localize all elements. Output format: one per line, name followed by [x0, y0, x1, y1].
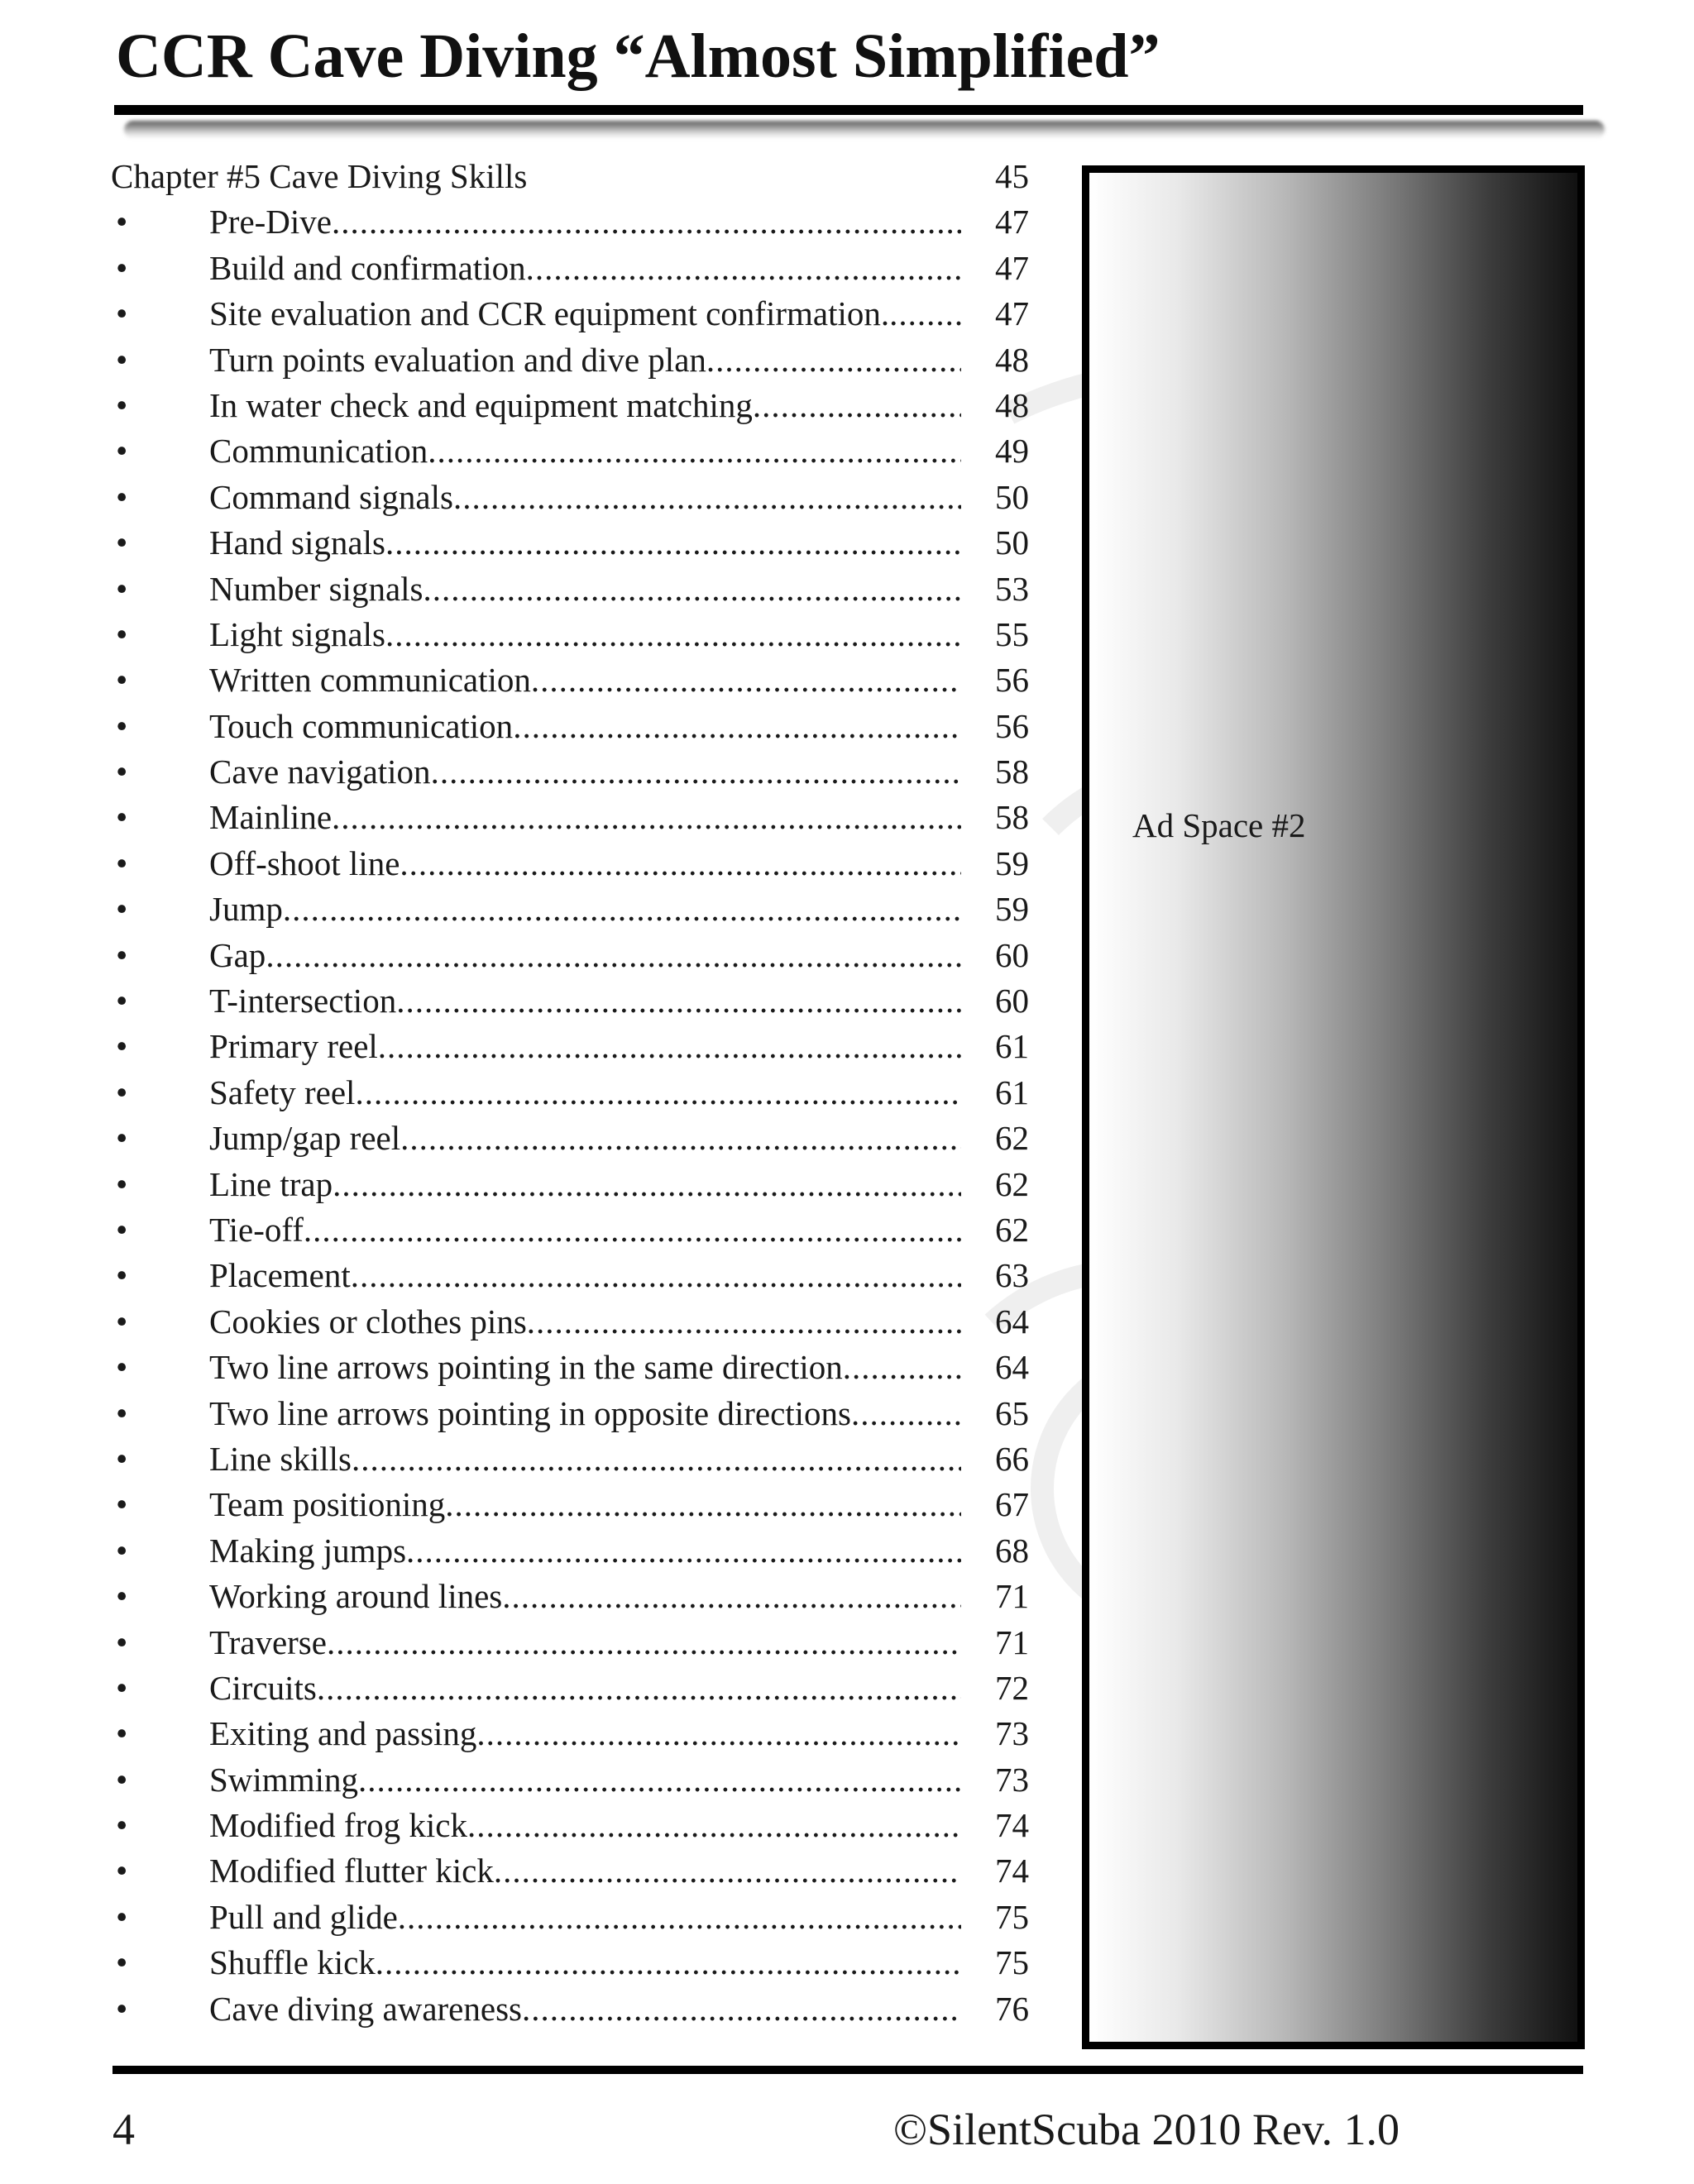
toc-entry-title: Two line arrows pointing in the same direction [209, 1348, 843, 1387]
toc-entry-page-number: 76 [995, 1989, 1029, 2028]
dot-leader [706, 337, 961, 383]
dot-leader [332, 795, 961, 840]
footer-page-number: 4 [112, 2105, 135, 2154]
toc-entry-row[interactable] [111, 1345, 1029, 1390]
toc-entry-row[interactable] [111, 1391, 1029, 1436]
dot-leader [502, 1574, 961, 1619]
toc-entry-row[interactable] [111, 704, 1029, 749]
dot-leader [385, 520, 961, 566]
toc-entry-title: Written communication [209, 661, 531, 700]
toc-entry-page-number: 60 [995, 982, 1029, 1020]
toc-entry-row[interactable] [111, 566, 1029, 612]
dot-leader [400, 841, 961, 887]
bullet-icon: • [116, 1897, 128, 1936]
toc-entry-page-number: 71 [995, 1577, 1029, 1616]
chapter-page-number: 45 [995, 157, 1029, 195]
toc-entry-title: Team positioning [209, 1485, 446, 1524]
toc-entry-title: Cave navigation [209, 753, 431, 791]
toc-entry-row[interactable] [111, 246, 1029, 291]
bullet-icon: • [116, 1485, 128, 1524]
toc-entry-row[interactable] [111, 337, 1029, 383]
toc-entry-page-number: 75 [995, 1943, 1029, 1982]
toc-entry-row[interactable] [111, 1024, 1029, 1069]
bullet-icon: • [116, 1668, 128, 1707]
bullet-icon: • [116, 1164, 128, 1203]
toc-entry-page-number: 66 [995, 1439, 1029, 1478]
dot-leader [522, 1986, 961, 2032]
toc-entry-row[interactable] [111, 1162, 1029, 1207]
toc-entry-page-number: 49 [995, 432, 1029, 471]
bullet-icon: • [116, 1714, 128, 1753]
toc-entry-title: Placement [209, 1256, 351, 1295]
toc-entry-title: Modified flutter kick [209, 1852, 494, 1890]
dot-leader [476, 1711, 961, 1756]
toc-entry-page-number: 61 [995, 1073, 1029, 1111]
toc-entry-title: Cave diving awareness [209, 1989, 522, 2028]
dot-leader [428, 428, 961, 474]
toc-entry-page-number: 47 [995, 294, 1029, 333]
toc-entry-title: Build and confirmation [209, 248, 526, 287]
bullet-icon: • [116, 523, 128, 562]
toc-entry-row[interactable] [111, 1986, 1029, 2032]
toc-entry-row[interactable] [111, 795, 1029, 840]
dot-leader [453, 475, 961, 520]
toc-entry-title: Shuffle kick [209, 1943, 376, 1982]
toc-entry-page-number: 48 [995, 340, 1029, 379]
dot-leader [889, 291, 961, 337]
bullet-icon: • [116, 1027, 128, 1066]
header-rule [114, 105, 1583, 115]
toc-entry-page-number: 68 [995, 1531, 1029, 1570]
bullet-icon: • [116, 753, 128, 791]
dot-leader [527, 1299, 961, 1345]
toc-entry-page-number: 56 [995, 706, 1029, 745]
toc-entry-page-number: 62 [995, 1164, 1029, 1203]
dot-leader [283, 887, 961, 932]
toc-entry-title: Hand signals [209, 523, 385, 562]
toc-entry-page-number: 61 [995, 1027, 1029, 1066]
toc-entry-page-number: 55 [995, 614, 1029, 653]
toc-entry-title: Jump [209, 890, 283, 929]
toc-entry-title: Line skills [209, 1439, 352, 1478]
dot-leader [355, 1070, 961, 1116]
toc-entry-page-number: 59 [995, 890, 1029, 929]
toc-entry-row[interactable] [111, 291, 1029, 337]
toc-entry-page-number: 75 [995, 1897, 1029, 1936]
dot-leader [352, 1436, 961, 1482]
toc-entry-row[interactable] [111, 1482, 1029, 1527]
bullet-icon: • [116, 385, 128, 424]
toc-entry-page-number: 47 [995, 203, 1029, 241]
toc-entry-title: Primary reel [209, 1027, 378, 1066]
toc-entry-title: Command signals [209, 477, 453, 516]
bullet-icon: • [116, 1073, 128, 1111]
toc-entry-page-number: 64 [995, 1348, 1029, 1387]
dot-leader [332, 199, 961, 245]
bullet-icon: • [116, 1348, 128, 1387]
toc-entry-title: Number signals [209, 569, 424, 608]
toc-entry-title: Tie-off [209, 1210, 304, 1249]
toc-entry-title: Line trap [209, 1164, 333, 1203]
toc-entry-row[interactable] [111, 1620, 1029, 1665]
dot-leader [843, 1345, 961, 1390]
toc-entry-page-number: 50 [995, 477, 1029, 516]
toc-entry-row[interactable] [111, 1299, 1029, 1345]
toc-entry-title: Turn points evaluation and dive plan [209, 340, 706, 379]
bullet-icon: • [116, 1622, 128, 1661]
dot-leader [304, 1207, 961, 1253]
toc-entry-title: In water check and equipment matching [209, 385, 753, 424]
bullet-icon: • [116, 1119, 128, 1158]
toc-entry-row[interactable] [111, 1253, 1029, 1298]
toc-entry-page-number: 67 [995, 1485, 1029, 1524]
bullet-icon: • [116, 1393, 128, 1432]
dot-leader [445, 1482, 961, 1527]
dot-leader [376, 1940, 961, 1986]
toc-entry-row[interactable] [111, 1528, 1029, 1574]
toc-entry-page-number: 64 [995, 1302, 1029, 1341]
dot-leader [396, 978, 961, 1024]
toc-entry-page-number: 47 [995, 248, 1029, 287]
toc-entry-row[interactable] [111, 428, 1029, 474]
toc-entry-title: Site evaluation and CCR equipment confirmation. [209, 294, 890, 333]
toc-entry-title: Mainline [209, 798, 333, 837]
toc-entry-page-number: 72 [995, 1668, 1029, 1707]
bullet-icon: • [116, 340, 128, 379]
toc-entry-page-number: 74 [995, 1806, 1029, 1845]
toc-entry-title: Swimming [209, 1760, 358, 1799]
toc-entry-row[interactable] [111, 383, 1029, 428]
bullet-icon: • [116, 1989, 128, 2028]
toc-entry-title: Working around lines [209, 1577, 503, 1616]
toc-entry-row[interactable] [111, 1940, 1029, 1986]
toc-entry-row[interactable] [111, 1803, 1029, 1848]
toc-entry-page-number: 50 [995, 523, 1029, 562]
bullet-icon: • [116, 1943, 128, 1982]
page-title: CCR Cave Diving “Almost Simplified” [116, 22, 1160, 91]
toc-entry-page-number: 62 [995, 1210, 1029, 1249]
toc-entry-page-number: 62 [995, 1119, 1029, 1158]
toc-entry-row[interactable] [111, 1711, 1029, 1756]
footer-rule [112, 2066, 1583, 2074]
bullet-icon: • [116, 1577, 128, 1616]
toc-entry-title: Light signals [209, 614, 385, 653]
toc-entry-list [111, 199, 1029, 2032]
toc-entry-title: Pre-Dive [209, 203, 333, 241]
toc-entry-page-number: 65 [995, 1393, 1029, 1432]
toc-entry-row[interactable] [111, 933, 1029, 978]
bullet-icon: • [116, 1806, 128, 1845]
toc-entry-page-number: 60 [995, 935, 1029, 974]
toc-entry-page-number: 74 [995, 1852, 1029, 1890]
toc-entry-page-number: 58 [995, 798, 1029, 837]
bullet-icon: • [116, 203, 128, 241]
bullet-icon: • [116, 1256, 128, 1295]
toc-entry-row[interactable] [111, 1895, 1029, 1940]
toc-entry-title: Jump/gap reel [209, 1119, 401, 1158]
dot-leader [398, 1895, 961, 1940]
toc-entry-title: Exiting and passing [209, 1714, 477, 1753]
bullet-icon: • [116, 248, 128, 287]
dot-leader [358, 1757, 961, 1803]
toc-entry-row[interactable] [111, 1757, 1029, 1803]
bullet-icon: • [116, 935, 128, 974]
bullet-icon: • [116, 1760, 128, 1799]
bullet-icon: • [116, 477, 128, 516]
toc-entry-title: Two line arrows pointing in opposite directions [209, 1393, 852, 1432]
dot-leader [317, 1665, 961, 1711]
dot-leader [513, 704, 961, 749]
bullet-icon: • [116, 1531, 128, 1570]
toc-entry-page-number: 48 [995, 385, 1029, 424]
dot-leader [406, 1528, 961, 1574]
bullet-icon: • [116, 569, 128, 608]
bullet-icon: • [116, 843, 128, 882]
toc-entry-page-number: 73 [995, 1760, 1029, 1799]
toc-entry-row[interactable] [111, 1848, 1029, 1894]
dot-leader [333, 1162, 961, 1207]
toc-entry-title: Off-shoot line [209, 843, 400, 882]
dot-leader [385, 612, 961, 657]
dot-leader [753, 383, 961, 428]
toc-entry-row[interactable] [111, 475, 1029, 520]
toc-entry-title: Gap [209, 935, 266, 974]
bullet-icon: • [116, 661, 128, 700]
toc-entry-title: Modified frog kick [209, 1806, 467, 1845]
toc-entry-title: Cookies or clothes pins [209, 1302, 527, 1341]
dot-leader [378, 1024, 961, 1069]
toc-entry-row[interactable] [111, 1665, 1029, 1711]
bullet-icon: • [116, 1302, 128, 1341]
dot-leader [351, 1253, 961, 1298]
toc-entry-title: Traverse [209, 1622, 327, 1661]
toc-entry-row[interactable] [111, 1574, 1029, 1619]
toc-entry-row[interactable] [111, 841, 1029, 887]
toc-entry-row[interactable] [111, 199, 1029, 245]
toc-entry-row[interactable] [111, 520, 1029, 566]
toc-entry-title: Communication [209, 432, 428, 471]
toc-entry-row[interactable] [111, 1436, 1029, 1482]
toc-entry-row[interactable] [111, 1070, 1029, 1116]
bullet-icon: • [116, 432, 128, 471]
toc-entry-page-number: 63 [995, 1256, 1029, 1295]
dot-leader [431, 749, 961, 795]
toc-entry-row[interactable] [111, 978, 1029, 1024]
toc-entry-row[interactable] [111, 887, 1029, 932]
bullet-icon: • [116, 1210, 128, 1249]
dot-leader [467, 1803, 961, 1848]
bullet-icon: • [116, 1439, 128, 1478]
dot-leader [526, 246, 961, 291]
bullet-icon: • [116, 982, 128, 1020]
ad-space-panel[interactable] [1082, 165, 1585, 2049]
toc-entry-title: Touch communication [209, 706, 514, 745]
header-shadow-bar [124, 121, 1605, 139]
toc-entry-title: Safety reel [209, 1073, 356, 1111]
toc-entry-page-number: 71 [995, 1622, 1029, 1661]
toc-entry-title: Circuits [209, 1668, 317, 1707]
toc-entry-page-number: 59 [995, 843, 1029, 882]
dot-leader [851, 1391, 961, 1436]
bullet-icon: • [116, 706, 128, 745]
footer-copyright: ©SilentScuba 2010 Rev. 1.0 [893, 2105, 1400, 2154]
toc-entry-title: Making jumps [209, 1531, 407, 1570]
toc-entry-row[interactable] [111, 1116, 1029, 1161]
toc-entry-page-number: 73 [995, 1714, 1029, 1753]
chapter-title: Chapter #5 Cave Diving Skills [111, 157, 528, 195]
toc-entry-row[interactable] [111, 657, 1029, 703]
dot-leader [494, 1848, 961, 1894]
toc-entry-row[interactable] [111, 1207, 1029, 1253]
toc-entry-title: T-intersection [209, 982, 397, 1020]
bullet-icon: • [116, 614, 128, 653]
toc-entry-page-number: 56 [995, 661, 1029, 700]
toc-entry-title: Pull and glide [209, 1897, 398, 1936]
bullet-icon: • [116, 294, 128, 333]
dot-leader [327, 1620, 961, 1665]
toc-entry-row[interactable] [111, 749, 1029, 795]
dot-leader [424, 566, 962, 612]
dot-leader [400, 1116, 961, 1161]
bullet-icon: • [116, 1852, 128, 1890]
dot-leader [266, 933, 961, 978]
bullet-icon: • [116, 890, 128, 929]
table-of-contents [111, 154, 1029, 2032]
bullet-icon: • [116, 798, 128, 837]
dot-leader [531, 657, 961, 703]
toc-entry-page-number: 53 [995, 569, 1029, 608]
ad-space-label: Ad Space #2 [1132, 806, 1306, 844]
toc-entry-row[interactable] [111, 612, 1029, 657]
chapter-heading-row[interactable] [111, 154, 1029, 199]
toc-entry-page-number: 58 [995, 753, 1029, 791]
